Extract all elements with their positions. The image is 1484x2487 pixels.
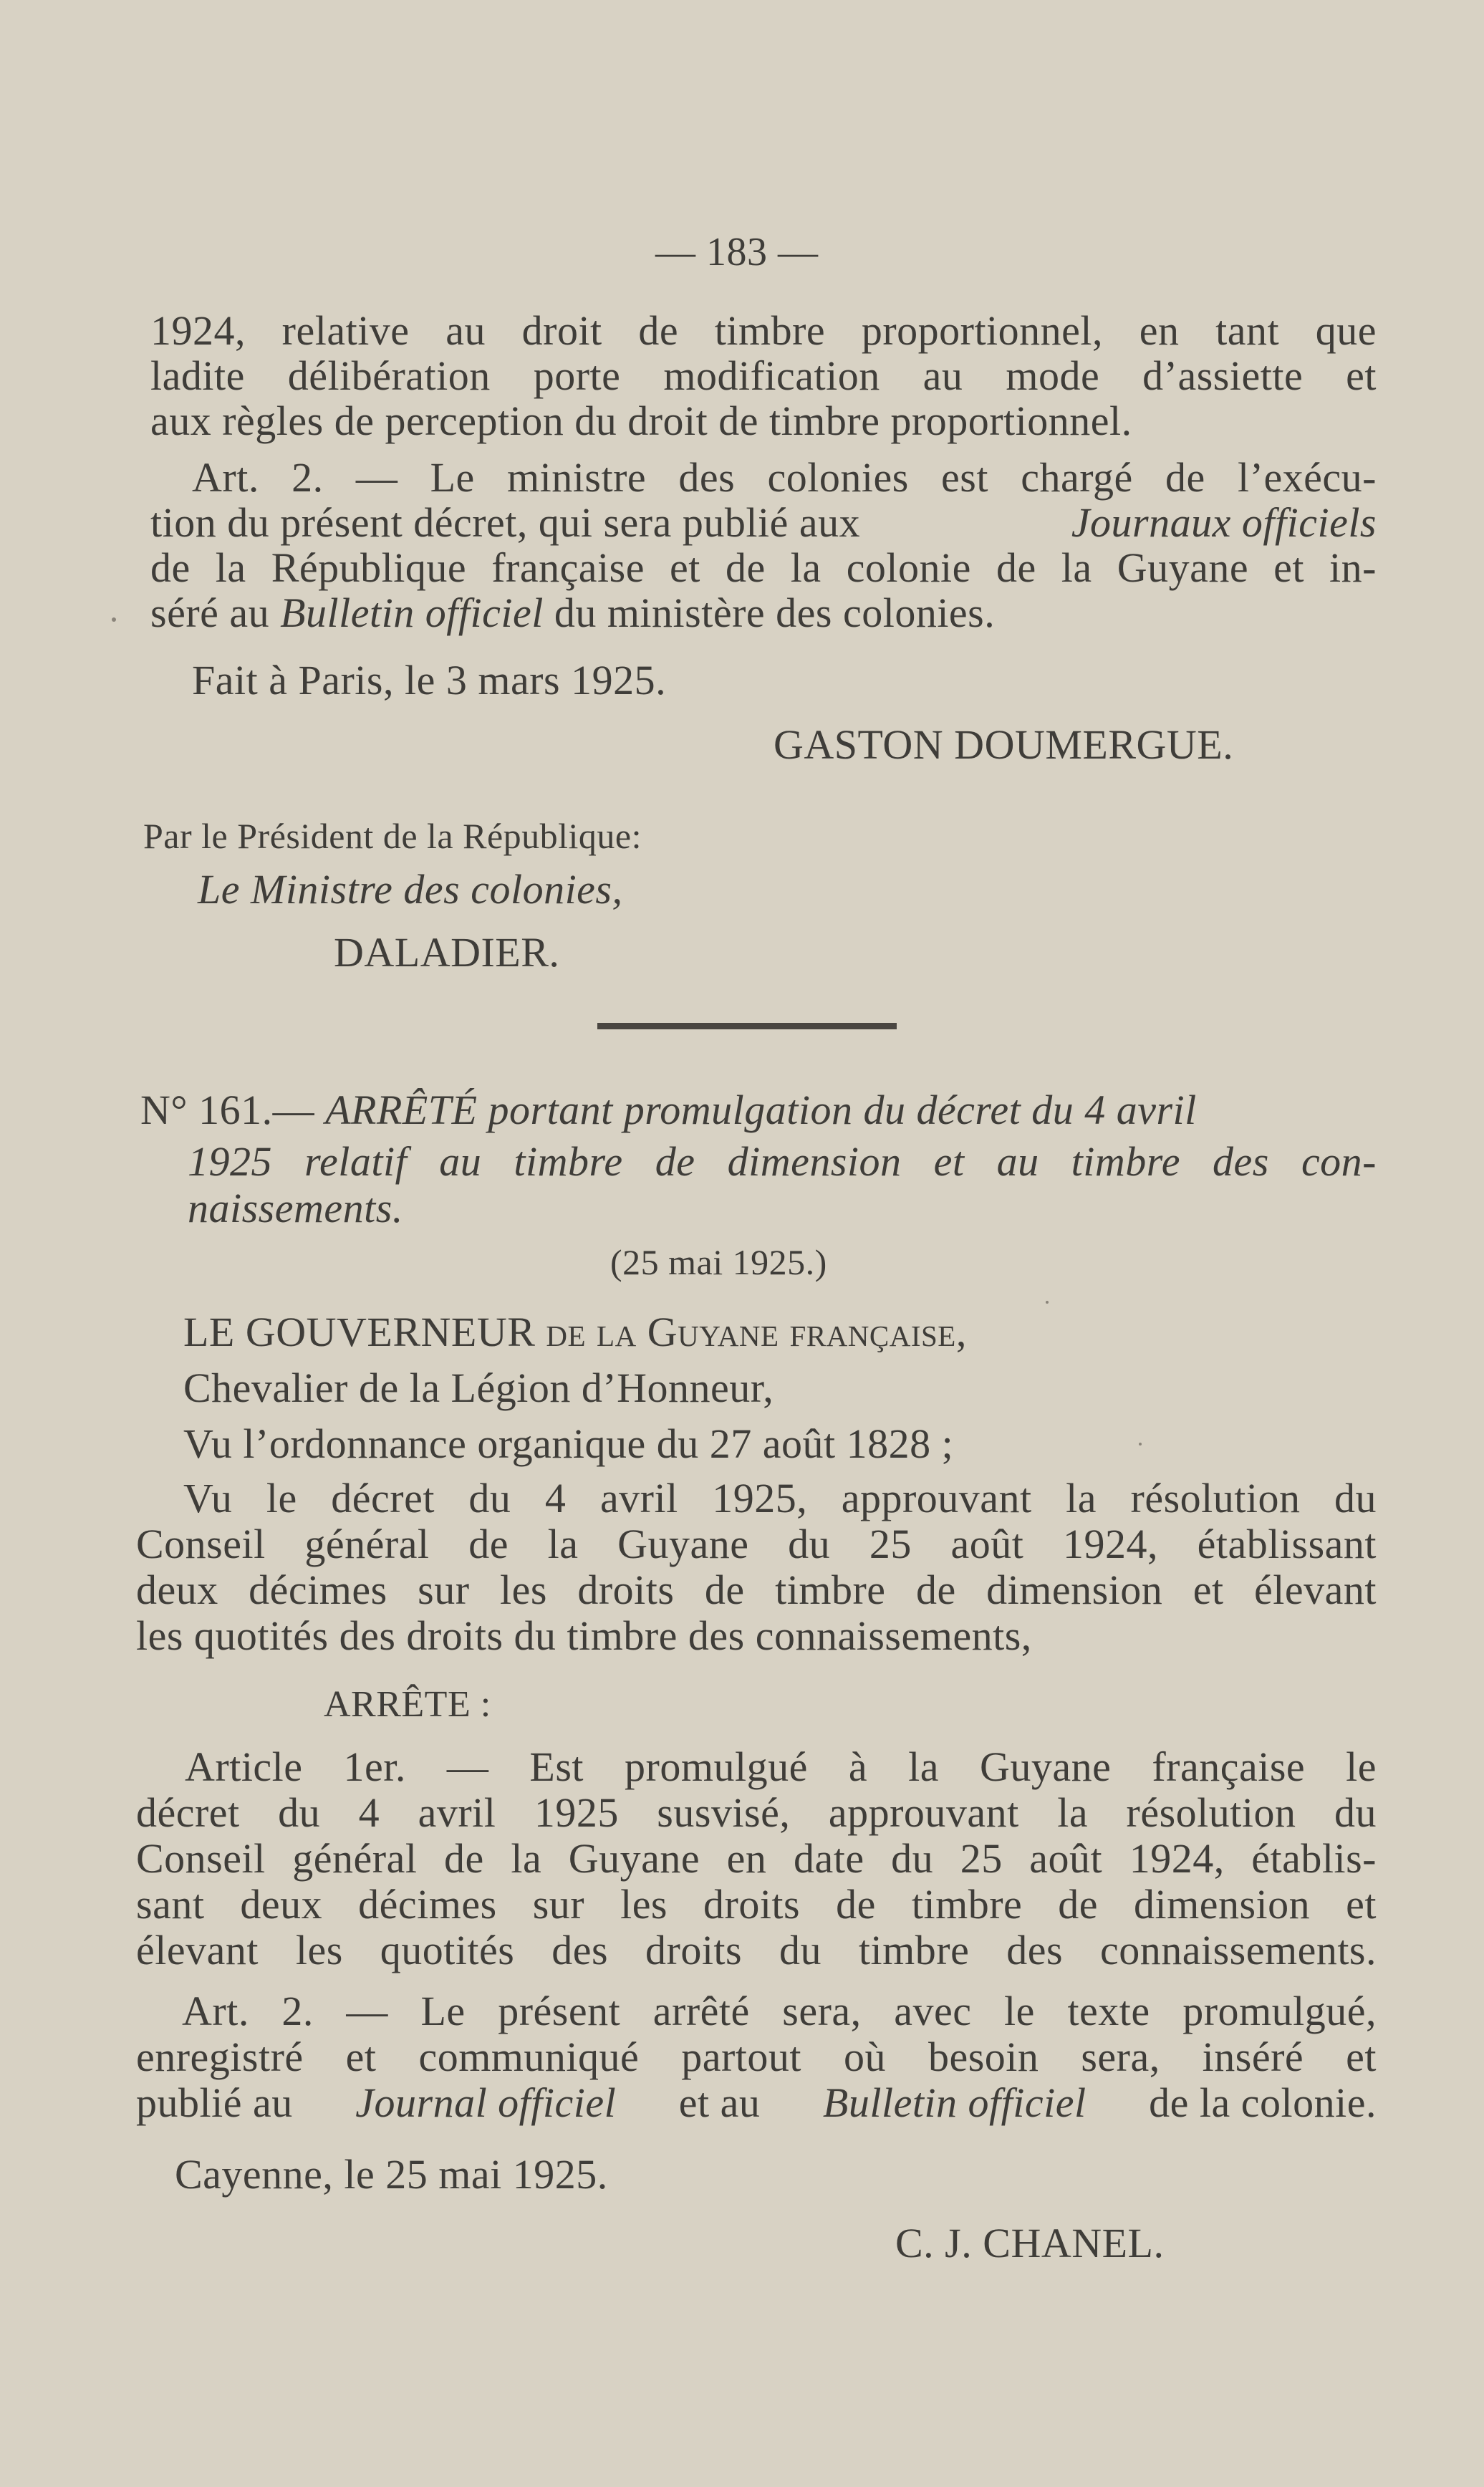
countersign-line: Par le Président de la République:: [143, 816, 642, 856]
article-2-line: Art. 2. — Le ministre des colonies est chargé de l’exécu-: [192, 454, 1377, 501]
paper-speck: [1139, 1443, 1142, 1445]
article-2b-line: Art. 2. — Le présent arrêté sera, avec le texte promulgué,: [182, 1988, 1377, 2034]
article-1-line: Conseil général de la Guyane en date du 25 août 1924, établis-: [136, 1835, 1377, 1882]
journal-officiel-ref: Journal officiel: [355, 2079, 617, 2126]
signature-doumergue: GASTON DOUMERGUE.: [774, 721, 1234, 768]
considerant-line: Conseil général de la Guyane du 25 août 1924, établissant: [136, 1521, 1377, 1567]
decree-title: ARRÊTÉ portant promulgation du décret du 4 avril: [325, 1087, 1197, 1133]
article-2-line: [150, 500, 1377, 546]
preamble-line: Vu l’ordonnance organique du 27 août 1828 ;: [183, 1420, 954, 1467]
page-number: — 183 —: [655, 230, 819, 274]
article-2-text: tion du présent décret, qui sera publié aux: [150, 499, 861, 546]
article-1-line: Article 1er. — Est promulgué à la Guyane française le: [185, 1743, 1377, 1790]
decree-title-line: naissements.: [188, 1185, 403, 1231]
countersign-minister: Le Ministre des colonies,: [198, 866, 623, 913]
paragraph-line: 1924, relative au droit de timbre proportionnel, en tant que: [150, 307, 1377, 354]
article-1-line: élevant les quotités des droits du timbre des connaissements.: [136, 1927, 1377, 1973]
considerant-line: les quotités des droits du timbre des connaissements,: [136, 1612, 1032, 1659]
preamble-line: [183, 1309, 967, 1355]
paragraph-line: ladite délibération porte modification au mode d’assiette et: [150, 352, 1377, 399]
considerant-line: deux décimes sur les droits de timbre de dimension et élevant: [136, 1567, 1377, 1613]
decree-date: (25 mai 1925.): [610, 1242, 827, 1282]
preamble-line: Chevalier de la Légion d’Honneur,: [183, 1365, 774, 1411]
decree-title-line: 1925 relatif au timbre de dimension et au timbre des con-: [188, 1138, 1377, 1185]
decree-title-line: [140, 1087, 1197, 1133]
section-divider: [597, 1023, 897, 1029]
journaux-officiels-ref: Journaux officiels: [1071, 499, 1377, 546]
article-1-line: sant deux décimes sur les droits de timbre de dimension et: [136, 1881, 1377, 1928]
gouverneur-title: LE GOUVERNEUR de la Guyane française,: [183, 1309, 967, 1355]
paper-speck: [112, 617, 116, 622]
article-2b-text: et au: [678, 2079, 761, 2126]
article-2-line: de la République française et de la colonie de la Guyane et in-: [150, 544, 1377, 591]
article-2b-text: de la colonie.: [1149, 2079, 1377, 2126]
signature-daladier: DALADIER.: [334, 929, 560, 976]
place-date: Fait à Paris, le 3 mars 1925.: [192, 657, 667, 703]
paper-speck: [1046, 1301, 1049, 1304]
decree-number: N° 161.—: [140, 1087, 315, 1133]
article-1-line: décret du 4 avril 1925 susvisé, approuvant la résolution du: [136, 1789, 1377, 1836]
article-2b-text: publié au: [136, 2079, 293, 2126]
article-2b-line: enregistré et communiqué partout où besoin sera, inséré et: [136, 2034, 1377, 2080]
bulletin-officiel-ref: Bulletin officiel: [280, 590, 544, 636]
article-2-text: séré au: [150, 590, 281, 636]
article-2b-line: [136, 2080, 1377, 2126]
article-2-text: du ministère des colonies.: [543, 590, 996, 636]
paragraph-line: aux règles de perception du droit de timbre proportionnel.: [150, 398, 1132, 444]
article-2-line: [150, 590, 995, 636]
bulletin-officiel-ref: Bulletin officiel: [822, 2079, 1086, 2126]
arrete-label: ARRÊTE :: [324, 1684, 491, 1725]
considerant-line: Vu le décret du 4 avril 1925, approuvant la résolution du: [183, 1475, 1377, 1521]
place-date-cayenne: Cayenne, le 25 mai 1925.: [175, 2151, 608, 2198]
signature-chanel: C. J. CHANEL.: [895, 2220, 1165, 2266]
